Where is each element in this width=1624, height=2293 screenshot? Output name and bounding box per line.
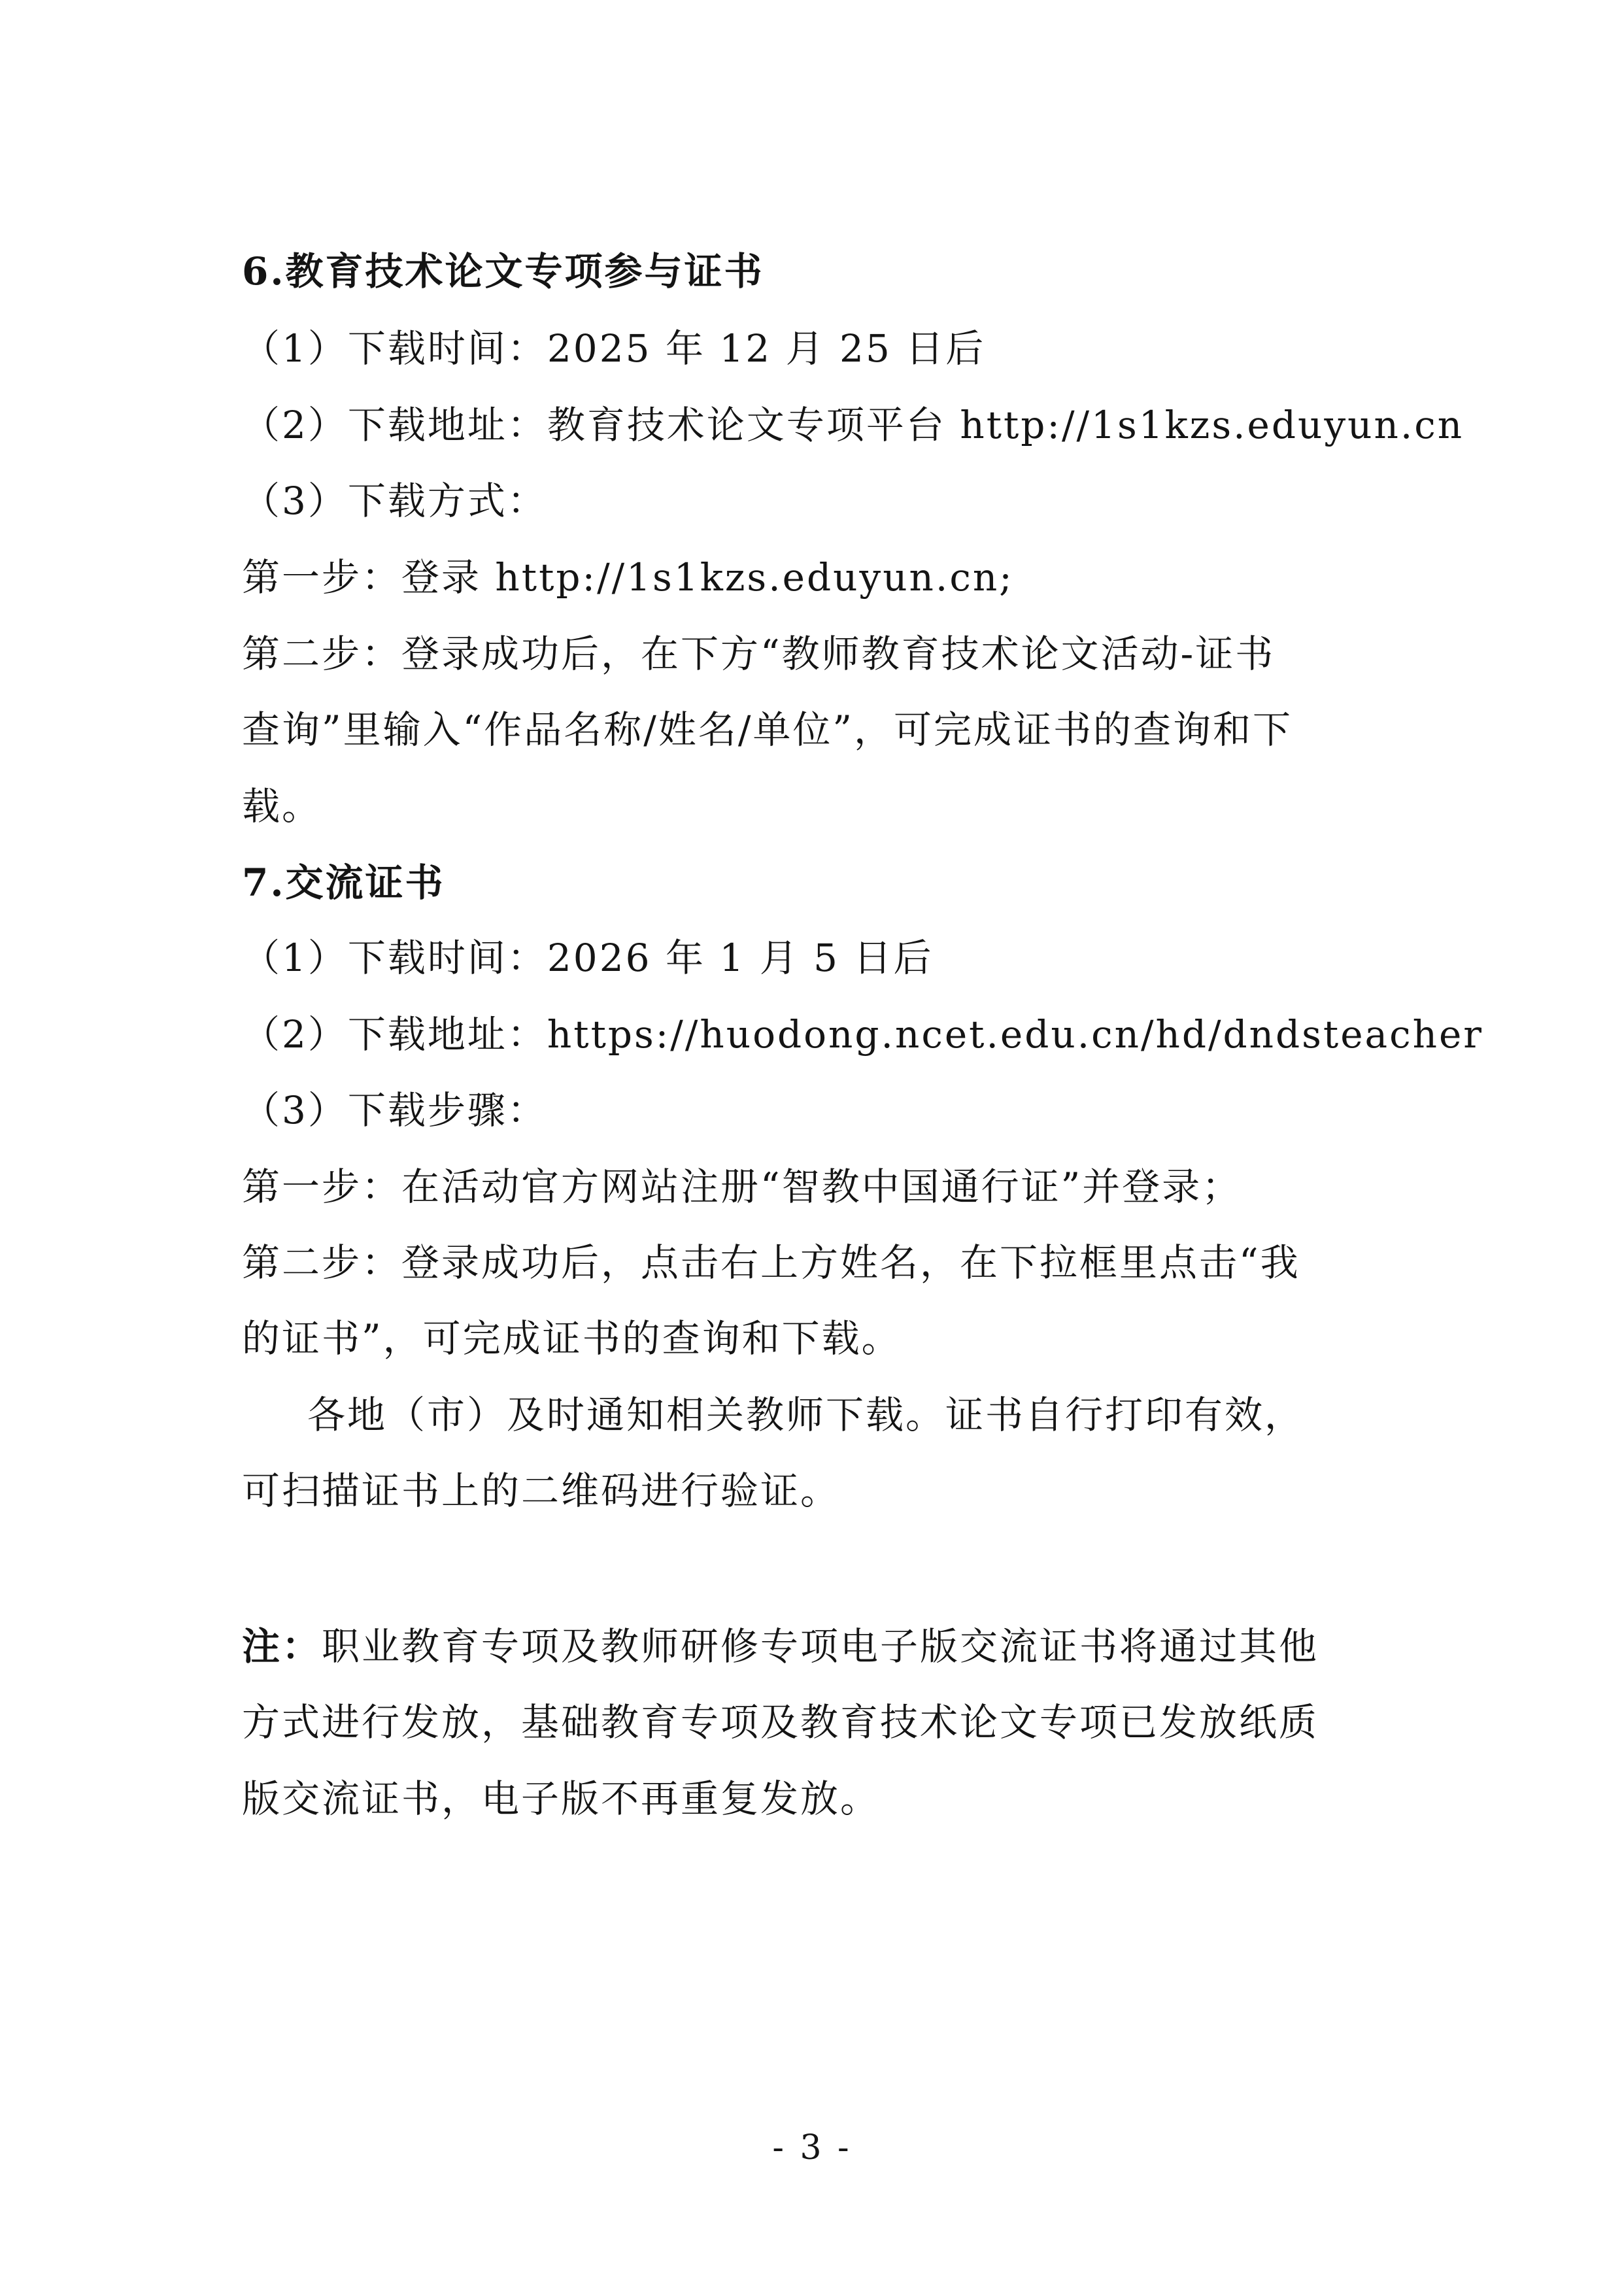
section-6-download-method: （3）下载方式： [242,479,547,523]
page-number: - 3 - [772,2128,852,2167]
note-label: 注： [242,1624,322,1669]
section-7-step-2-line-2: 的证书”，可完成证书的查询和下载。 [242,1316,902,1361]
section-6-heading: 6.教育技术论文专项参与证书 [242,249,764,294]
note-line-2: 方式进行发放，基础教育专项及教育技术论文专项已发放纸质 [242,1700,1319,1744]
section-6-step-2-line-2: 查询”里输入“作品名称/姓名/单位”，可完成证书的查询和下 [242,707,1293,752]
section-7-download-address: （2）下载地址：https://huodong.ncet.edu.cn/hd/dndsteacher [242,1012,1484,1057]
section-6-step-2-line-1: 第二步：登录成功后，在下方“教师教育技术论文活动-证书 [242,632,1276,676]
note-line-1-text: 职业教育专项及教师研修专项电子版交流证书将通过其他 [322,1624,1319,1669]
section-7-download-steps: （3）下载步骤： [242,1088,547,1132]
closing-paragraph-line-1: 各地（市）及时通知相关教师下载。证书自行打印有效， [307,1393,1305,1437]
note-line-3: 版交流证书，电子版不再重复发放。 [242,1776,881,1821]
section-6-step-2-line-3: 载。 [242,784,322,828]
section-6-step-1: 第一步：登录 http://1s1kzs.eduyun.cn; [242,555,1014,600]
section-7-step-2-line-1: 第二步：登录成功后，点击右上方姓名，在下拉框里点击“我 [242,1240,1300,1285]
section-6-download-address: （2）下载地址：教育技术论文专项平台 http://1s1kzs.eduyun.cn [242,403,1464,447]
closing-paragraph-line-2: 可扫描证书上的二维码进行验证。 [242,1469,841,1513]
section-6-download-time: （1）下载时间：2025 年 12 月 25 日后 [242,326,986,371]
section-7-heading: 7.交流证书 [242,860,445,905]
section-7-step-1: 第一步：在活动官方网站注册“智教中国通行证”并登录； [242,1164,1242,1209]
note-line-1 [242,1620,1393,1673]
section-7-download-time: （1）下载时间：2026 年 1 月 5 日后 [242,936,934,980]
